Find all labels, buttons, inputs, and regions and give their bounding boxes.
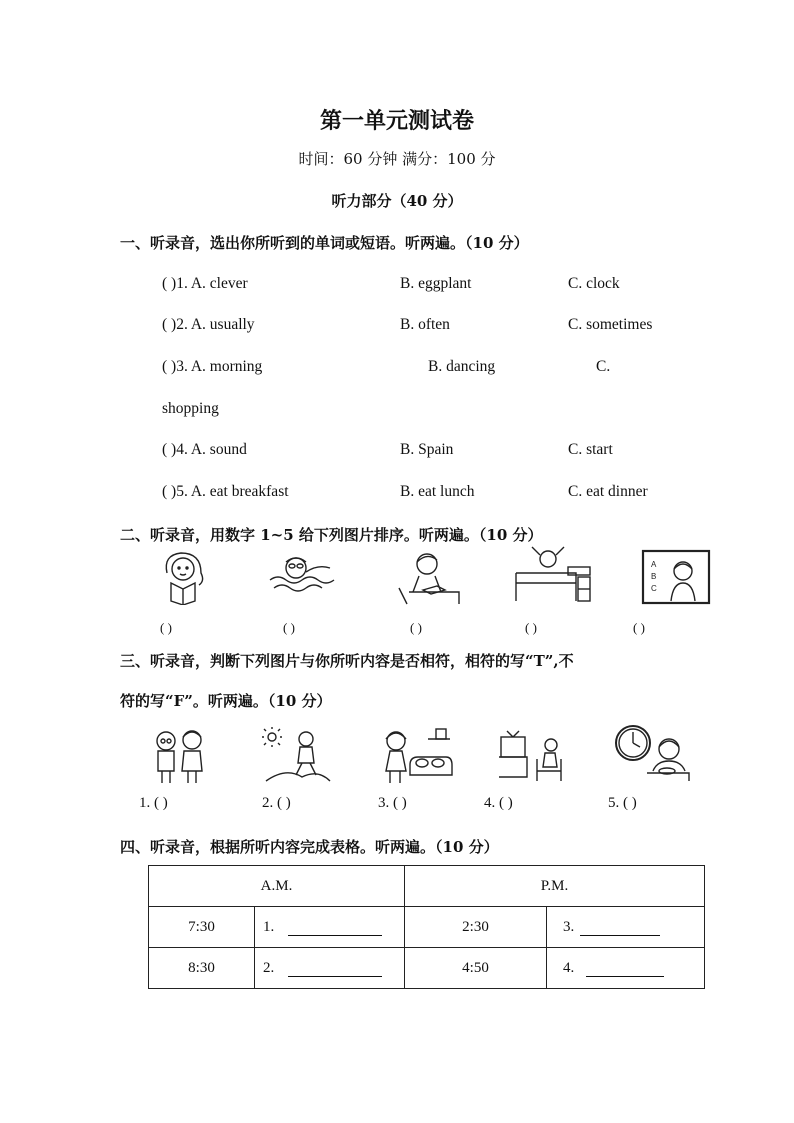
am-time-2: 8:30	[149, 948, 255, 989]
svg-text:B: B	[651, 572, 657, 581]
am-answer-2-blank[interactable]	[288, 962, 382, 977]
listening-part-title: 听力部分（40 分）	[331, 192, 463, 210]
s3-answer-3[interactable]: 3. ( )	[378, 795, 407, 811]
svg-text:C: C	[651, 584, 657, 593]
girl-waking-up-picture	[512, 545, 594, 605]
q1-option-c: C. clock	[568, 275, 620, 292]
table-row	[149, 907, 705, 948]
q3-option-c: C.	[596, 358, 611, 375]
q2-option-a: ( )2. A. usually	[162, 316, 255, 333]
am-answer-1[interactable]	[255, 907, 405, 948]
pm-time-1: 2:30	[405, 907, 547, 948]
am-answer-1-blank[interactable]	[288, 921, 382, 936]
section1-heading: 一、听录音，选出你所听到的单词或短语。听两遍。（10 分）	[120, 234, 529, 252]
time-and-score: 时间：60 分钟 满分：100 分	[298, 150, 496, 168]
q5-option-a: ( )5. A. eat breakfast	[162, 483, 289, 500]
s2-answer-1[interactable]: ( )	[160, 620, 172, 635]
am-answer-1-label: 1.	[263, 918, 275, 935]
q4-option-b: B. Spain	[400, 441, 454, 458]
boy-eating-clock-picture	[613, 723, 691, 785]
am-time-1: 7:30	[149, 907, 255, 948]
pm-header: P.M.	[405, 866, 705, 907]
pm-answer-3-label: 3.	[563, 918, 575, 935]
boy-sunny-hill-picture	[262, 727, 332, 785]
s2-answer-5[interactable]: ( )	[633, 620, 645, 635]
schedule-table	[148, 865, 705, 989]
q4-option-c: C. start	[568, 441, 613, 458]
table-row	[149, 948, 705, 989]
pm-answer-3-blank[interactable]	[580, 921, 660, 936]
table-header-row	[149, 866, 705, 907]
am-header: A.M.	[149, 866, 405, 907]
s2-answer-2[interactable]: ( )	[283, 620, 295, 635]
grandparents-picture	[148, 727, 212, 785]
q3-option-a: ( )3. A. morning	[162, 358, 263, 375]
q5-option-c: C. eat dinner	[568, 483, 648, 500]
q5-option-b: B. eat lunch	[400, 483, 475, 500]
s3-answer-1[interactable]: 1. ( )	[139, 795, 168, 811]
q1-option-a: ( )1. A. clever	[162, 275, 248, 292]
boy-swimming-picture	[266, 548, 338, 598]
girl-reading-picture	[155, 547, 213, 605]
pm-answer-4-label: 4.	[563, 959, 575, 976]
s3-answer-4[interactable]: 4. ( )	[484, 795, 513, 811]
pm-answer-3[interactable]	[547, 907, 705, 948]
section4-heading: 四、听录音，根据所听内容完成表格。听两遍。（10 分）	[120, 838, 499, 856]
s3-answer-2[interactable]: 2. ( )	[262, 795, 291, 811]
svg-text:A: A	[651, 560, 657, 569]
pm-answer-4[interactable]	[547, 948, 705, 989]
page-title: 第一单元测试卷	[319, 108, 474, 134]
pm-time-2: 4:50	[405, 948, 547, 989]
q1-option-b: B. eggplant	[400, 275, 472, 292]
section3-heading-line2: 符的写“F”。听两遍。（10 分）	[120, 692, 332, 710]
girl-cleaning-sofa-picture	[380, 725, 454, 785]
boy-watching-tv-picture	[497, 725, 569, 785]
q3-option-c-wrap: shopping	[162, 400, 219, 417]
am-answer-2-label: 2.	[263, 959, 275, 976]
s3-answer-5[interactable]: 5. ( )	[608, 795, 637, 811]
s2-answer-3[interactable]: ( )	[410, 620, 422, 635]
pm-answer-4-blank[interactable]	[586, 962, 664, 977]
am-answer-2[interactable]	[255, 948, 405, 989]
boy-writing-picture	[393, 548, 465, 606]
section3-heading-line1: 三、听录音，判断下列图片与你所听内容是否相符，相符的写“T”,不	[120, 652, 574, 670]
q2-option-b: B. often	[400, 316, 450, 333]
s2-answer-4[interactable]: ( )	[525, 620, 537, 635]
q4-option-a: ( )4. A. sound	[162, 441, 247, 458]
q2-option-c: C. sometimes	[568, 316, 653, 333]
q3-option-b: B. dancing	[428, 358, 496, 375]
boy-at-blackboard-picture	[641, 549, 711, 605]
section2-heading: 二、听录音，用数字 1~5 给下列图片排序。听两遍。（10 分）	[120, 526, 543, 544]
